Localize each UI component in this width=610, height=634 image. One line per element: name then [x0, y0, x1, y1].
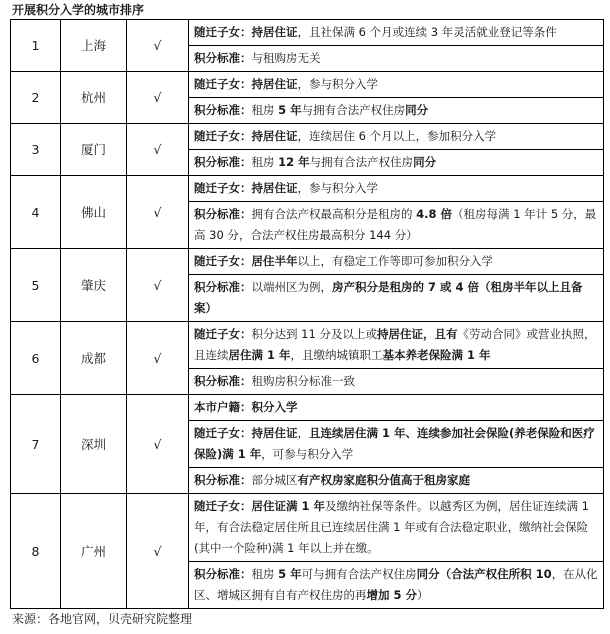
policy-text: 拥有合法产权最高积分是租房的 — [251, 207, 417, 221]
rank-cell: 5 — [11, 249, 61, 322]
city-cell: 广州 — [61, 494, 127, 609]
check-cell: √ — [127, 494, 189, 609]
policy-label: 积分标准： — [194, 207, 252, 221]
table-row — [11, 124, 604, 150]
table-row — [11, 72, 604, 98]
policy-cell — [189, 249, 604, 275]
policy-label: 随迁子女： — [194, 181, 252, 195]
policy-text: ，且社保满 6 个月或连续 3 年灵活就业登记等条件 — [297, 25, 557, 39]
policy-cell — [189, 562, 604, 609]
policy-text: 部分城区 — [251, 473, 298, 487]
city-cell: 厦门 — [61, 124, 127, 176]
check-cell: √ — [127, 249, 189, 322]
check-cell: √ — [127, 124, 189, 176]
check-cell: √ — [127, 72, 189, 124]
policy-text: 积分入学 — [251, 400, 298, 414]
policy-cell — [189, 176, 604, 202]
policy-cell — [189, 275, 604, 322]
city-table-body — [11, 20, 604, 609]
policy-text: 以端州区为例， — [251, 280, 332, 294]
policy-text: ，参与积分入学 — [297, 77, 378, 91]
policy-label: 积分标准： — [194, 374, 252, 388]
policy-text: 与租购房无关 — [251, 51, 321, 65]
table-row — [11, 322, 604, 369]
policy-cell — [189, 369, 604, 395]
city-table — [10, 19, 604, 609]
policy-cell — [189, 421, 604, 468]
rank-cell: 6 — [11, 322, 61, 395]
table-row — [11, 176, 604, 202]
policy-text: 积分达到 11 分及以上或 — [251, 327, 377, 341]
policy-text: 同分 — [413, 155, 437, 169]
policy-text: ，可参与积分入学 — [261, 447, 354, 461]
rank-cell: 8 — [11, 494, 61, 609]
policy-label: 随迁子女： — [194, 426, 252, 440]
policy-text: 5 年 — [278, 103, 302, 117]
policy-cell — [189, 72, 604, 98]
policy-label: 随迁子女： — [194, 499, 252, 513]
policy-text: 租购房积分标准一致 — [251, 374, 355, 388]
policy-text: 可与拥有合法产权住房 — [301, 567, 417, 581]
table-row — [11, 249, 604, 275]
policy-text: 居住证满 1 年 — [251, 499, 326, 513]
source-note: 来源：各地官网，贝壳研究院整理 — [12, 612, 193, 626]
policy-label: 本市户籍： — [194, 400, 252, 414]
check-cell: √ — [127, 395, 189, 494]
policy-text: 持居住证 — [251, 25, 298, 39]
city-cell: 成都 — [61, 322, 127, 395]
policy-text: 居住满 1 年 — [228, 348, 291, 362]
rank-cell: 2 — [11, 72, 61, 124]
policy-cell — [189, 124, 604, 150]
table-row — [11, 20, 604, 46]
policy-cell — [189, 494, 604, 562]
policy-label: 积分标准： — [194, 155, 252, 169]
policy-text: 持居住证 — [251, 426, 298, 440]
policy-cell — [189, 202, 604, 249]
city-cell: 杭州 — [61, 72, 127, 124]
policy-text: 有产权房家庭积分值高于租房家庭 — [297, 473, 470, 487]
policy-cell — [189, 322, 604, 369]
policy-text: 持居住证 — [251, 181, 298, 195]
policy-text: ，参与积分入学 — [297, 181, 378, 195]
policy-label: 随迁子女： — [194, 327, 252, 341]
table-row — [11, 494, 604, 562]
policy-text: （租房每满 1 年计 5 分，最高 30 分，合法产权住房最高积分 144 分） — [194, 207, 597, 242]
policy-text: 持居住证，且有 — [376, 327, 458, 341]
policy-label: 随迁子女： — [194, 254, 252, 268]
policy-text: 且连续居住满 1 年、连续参加社会保险(养老保险和医疗保险)满 1 年 — [194, 426, 595, 461]
city-cell: 肇庆 — [61, 249, 127, 322]
policy-cell — [189, 46, 604, 72]
policy-text: 增加 5 分 — [366, 588, 418, 602]
policy-label: 积分标准： — [194, 51, 252, 65]
city-cell: 佛山 — [61, 176, 127, 249]
policy-text: ，在从化区、增城区拥有自有产权住房的再 — [194, 567, 598, 602]
policy-cell — [189, 98, 604, 124]
policy-text: 《劳动合同》或营业执照，且连续 — [194, 327, 596, 362]
policy-cell — [189, 150, 604, 176]
policy-text: 房产积分是租房的 7 或 4 倍（租房半年以上且备案） — [194, 280, 583, 315]
check-cell: √ — [127, 322, 189, 395]
page-title: 开展积分入学的城市排序 — [12, 3, 145, 17]
rank-cell: 4 — [11, 176, 61, 249]
policy-text: 以上，有稳定工作等即可参加积分入学 — [297, 254, 493, 268]
policy-text: 租房 — [251, 155, 279, 169]
policy-text: 与拥有合法产权住房 — [301, 103, 406, 117]
policy-label: 随迁子女： — [194, 129, 252, 143]
policy-text: 持居住证 — [251, 129, 298, 143]
check-cell: √ — [127, 20, 189, 72]
check-cell: √ — [127, 176, 189, 249]
policy-text: 租房 — [251, 103, 279, 117]
policy-text: 同分 — [405, 103, 429, 117]
policy-text: 及缴纳社保等条件。以越秀区为例，居住证连续满 1 年，有合法稳定居住所且已连续居住满 1 年或有合法稳定职业，缴纳社会保险(其中一个险种)满 1 年以上并在缴。 — [194, 499, 589, 555]
policy-text: 持居住证 — [251, 77, 298, 91]
policy-label: 随迁子女： — [194, 77, 252, 91]
policy-label: 随迁子女： — [194, 25, 252, 39]
policy-cell — [189, 468, 604, 494]
table-row — [11, 395, 604, 421]
city-cell: 深圳 — [61, 395, 127, 494]
policy-cell — [189, 20, 604, 46]
policy-text: ） — [417, 588, 429, 602]
city-cell: 上海 — [61, 20, 127, 72]
policy-label: 积分标准： — [194, 473, 252, 487]
rank-cell: 7 — [11, 395, 61, 494]
policy-text: 5 年 — [278, 567, 302, 581]
policy-text: （合法产权住所积 10 — [439, 567, 552, 581]
policy-label: 积分标准： — [194, 280, 252, 294]
policy-cell — [189, 395, 604, 421]
policy-text: ， — [297, 426, 309, 440]
policy-text: 与拥有合法产权住房 — [309, 155, 414, 169]
policy-label: 积分标准： — [194, 567, 252, 581]
rank-cell: 1 — [11, 20, 61, 72]
policy-text: ，且缴纳城镇职工 — [290, 348, 383, 362]
policy-text: 居住半年 — [251, 254, 298, 268]
policy-label: 积分标准： — [194, 103, 252, 117]
policy-text: ，连续居住 6 个月以上，参加积分入学 — [297, 129, 497, 143]
policy-text: 租房 — [251, 567, 279, 581]
policy-text: 基本养老保险满 1 年 — [382, 348, 491, 362]
policy-text: 12 年 — [278, 155, 310, 169]
rank-cell: 3 — [11, 124, 61, 176]
policy-text: 同分 — [416, 567, 440, 581]
policy-text: 4.8 倍 — [416, 207, 453, 221]
